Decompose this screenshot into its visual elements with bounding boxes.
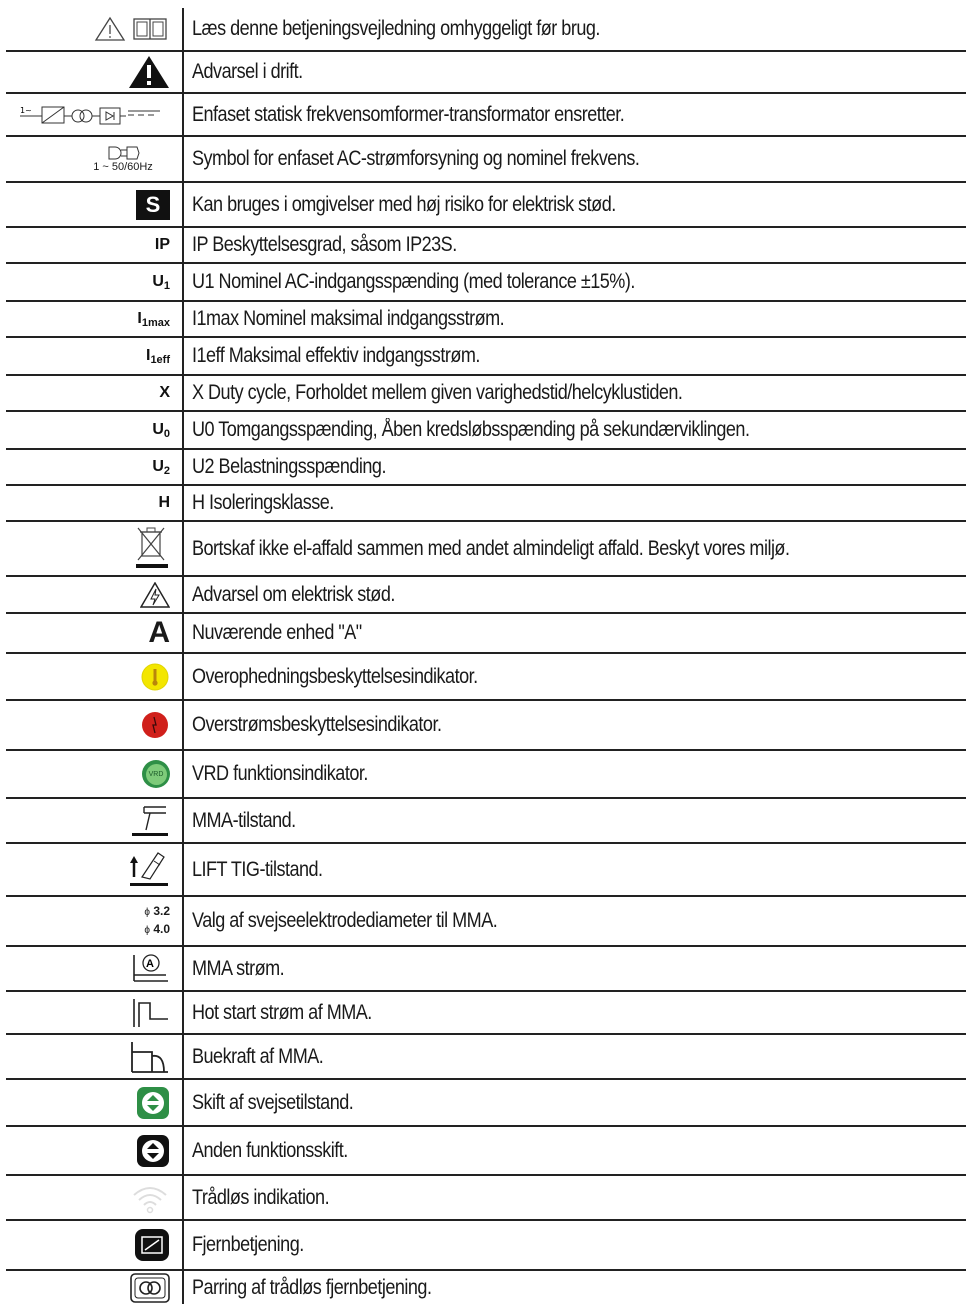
- u0-code: $U_0$: [152, 420, 170, 440]
- row-text: Læs denne betjeningsvejledning omhyggeligt før brug.: [192, 17, 600, 40]
- warning-triangle-icon: [6, 52, 178, 92]
- row-text: H Isoleringsklasse.: [192, 491, 334, 514]
- weld-mode-switch-icon: [6, 1080, 178, 1125]
- table-row: [6, 614, 966, 654]
- row-text: Valg af svejseelektrodediameter til MMA.: [192, 909, 498, 932]
- row-text: MMA-tilstand.: [192, 808, 296, 832]
- weee-bin-icon: [6, 522, 178, 575]
- table-row: [6, 8, 966, 52]
- table-row: [6, 137, 966, 183]
- table-row: [6, 228, 966, 264]
- table-row: [6, 992, 966, 1035]
- row-text: Advarsel i drift.: [192, 60, 303, 83]
- table-row: [6, 264, 966, 302]
- function-switch-icon: [6, 1127, 178, 1174]
- row-text: Fjernbetjening.: [192, 1233, 304, 1256]
- row-text: Skift af svejsetilstand.: [192, 1090, 354, 1114]
- row-text: Overstrømsbeskyttelsesindikator.: [192, 713, 442, 736]
- remote-control-icon: [6, 1221, 178, 1269]
- ac-plug-label: 1 ~ 50/60Hz: [93, 161, 153, 173]
- arc-force-icon: [6, 1035, 178, 1078]
- s-mark-label: S: [145, 191, 161, 217]
- manual-warning-icon: [6, 8, 178, 50]
- row-text: Kan bruges i omgivelser med høj risiko for elektrisk stød.: [192, 192, 616, 216]
- table-row: [6, 1080, 966, 1127]
- table-row: [6, 897, 966, 947]
- row-text: Parring af trådløs fjernbetjening.: [192, 1275, 432, 1299]
- overcurrent-indicator-icon: [6, 701, 178, 749]
- table-row: [6, 486, 966, 522]
- ac-plug-icon: [6, 137, 178, 181]
- i1eff-code: $I_{1eff}$: [145, 346, 170, 366]
- table-row: [6, 799, 966, 844]
- row-text: IP Beskyttelsesgrad, såsom IP23S.: [192, 233, 457, 256]
- row-text: I1max Nominel maksimal indgangsstrøm.: [192, 307, 505, 330]
- diameter-option: ϕ 3.2: [144, 904, 170, 918]
- table-row: [6, 450, 966, 486]
- inverter-diagram-icon: [6, 94, 178, 135]
- row-text: Bortskaf ikke el-affald sammen med andet almindeligt affald. Beskyt vores miljø.: [192, 536, 790, 560]
- mma-current-icon: [6, 947, 178, 990]
- mma-mode-icon: [6, 799, 178, 842]
- row-text: X Duty cycle, Forholdet mellem given varighedstid/helcyklustiden.: [192, 381, 683, 404]
- h-code: H: [158, 494, 170, 511]
- vrd-indicator-icon: [6, 751, 178, 797]
- table-row: [6, 1176, 966, 1221]
- table-row: [6, 947, 966, 992]
- table-row: [6, 701, 966, 751]
- table-row: [6, 1221, 966, 1271]
- vrd-label: VRD: [146, 764, 167, 785]
- svg-text:1~: 1~: [20, 105, 32, 115]
- table-row: [6, 52, 966, 94]
- table-row: [6, 577, 966, 614]
- u1-code: $U_1$: [152, 272, 170, 292]
- table-row: [6, 1271, 966, 1304]
- table-row: [6, 1127, 966, 1176]
- row-text: VRD funktionsindikator.: [192, 762, 368, 785]
- lift-tig-icon: [6, 844, 178, 895]
- row-text: Enfaset statisk frekvensomformer-transformator ensretter.: [192, 102, 625, 126]
- hot-start-icon: [6, 992, 178, 1033]
- table-row: [6, 412, 966, 450]
- row-text: Advarsel om elektrisk stød.: [192, 582, 395, 606]
- row-text: I1eff Maksimal effektiv indgangsstrøm.: [192, 344, 480, 367]
- wireless-icon: [6, 1176, 178, 1219]
- diameter-select-icon: [6, 897, 178, 945]
- i1max-code: $I_{1max}$: [137, 309, 170, 329]
- svg-text:A: A: [146, 957, 154, 970]
- row-text: Nuværende enhed "A": [192, 621, 362, 644]
- shock-triangle-icon: [6, 577, 178, 612]
- row-text: U1 Nominel AC-indgangsspænding (med tolerance ±15%).: [192, 270, 635, 293]
- table-row: [6, 844, 966, 897]
- row-text: Trådløs indikation.: [192, 1185, 330, 1209]
- row-text: U2 Belastningsspænding.: [192, 455, 386, 478]
- table-row: [6, 302, 966, 338]
- table-row: [6, 183, 966, 228]
- table-row: [6, 654, 966, 701]
- row-text: Buekraft af MMA.: [192, 1044, 324, 1068]
- table-row: [6, 1035, 966, 1080]
- overheat-indicator-icon: [6, 654, 178, 699]
- row-text: Anden funktionsskift.: [192, 1138, 348, 1162]
- row-text: Symbol for enfaset AC-strømforsyning og nominel frekvens.: [192, 147, 640, 170]
- s-mark-icon: [136, 190, 170, 220]
- ip-code: IP: [154, 236, 170, 253]
- table-row: [6, 522, 966, 577]
- table-row: [6, 338, 966, 376]
- row-text: Hot start strøm af MMA.: [192, 1000, 372, 1024]
- x-code: X: [159, 384, 170, 401]
- row-text: Overophedningsbeskyttelsesindikator.: [192, 664, 478, 688]
- u2-code: $U_2$: [152, 457, 170, 477]
- diameter-option: ϕ 4.0: [144, 922, 170, 936]
- table-row: [6, 751, 966, 799]
- pairing-icon: [6, 1271, 178, 1304]
- ampere-symbol: A: [148, 616, 170, 649]
- row-text: MMA strøm.: [192, 956, 285, 980]
- row-text: LIFT TIG-tilstand.: [192, 857, 323, 881]
- table-row: [6, 94, 966, 137]
- table-row: [6, 376, 966, 412]
- row-text: U0 Tomgangsspænding, Åben kredsløbsspænding på sekundærviklingen.: [192, 418, 750, 441]
